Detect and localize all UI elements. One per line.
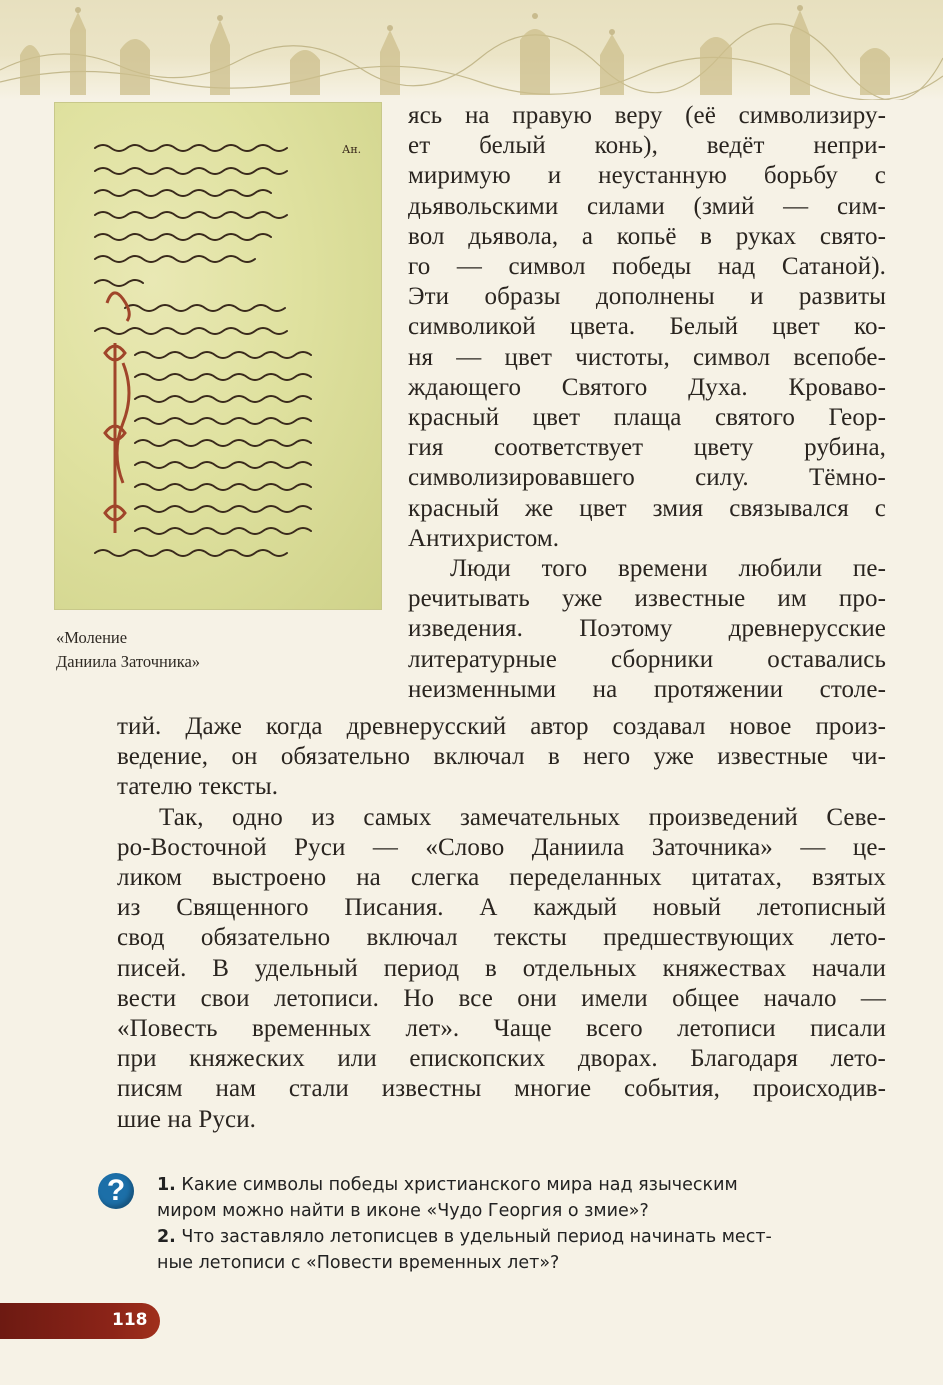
text-line: красный цвет плаща святого Геор-	[408, 404, 886, 432]
question-text: Что заставляло летописцев в удельный период начинать мест-	[181, 1227, 772, 1247]
text-line: изведения. Поэтому древнерусские	[408, 615, 886, 643]
text-line: свод обязательно включал тексты предшествующих лето-	[117, 924, 886, 952]
text-line: ведение, он обязательно включал в него уже известные чи-	[117, 743, 886, 771]
page-number: 118	[112, 1310, 148, 1330]
figure-caption	[56, 626, 296, 674]
text-line: гия соответствует цвету рубина,	[408, 434, 886, 462]
text-line: дьявольскими силами (змий — сим-	[408, 192, 886, 220]
text-line: писям нам стали известны многие события, происходив-	[117, 1075, 886, 1103]
text-line: символизировавшего силу. Тёмно-	[408, 464, 886, 492]
text-line: го — символ победы над Сатаной).	[408, 253, 886, 281]
text-line: шие на Руси.	[117, 1105, 257, 1133]
caption-line: Даниила Заточника»	[56, 652, 201, 671]
text-line: при княжеских или епископских дворах. Благодаря лето-	[117, 1045, 886, 1073]
manuscript-marginal-note: Ан.	[342, 143, 362, 156]
text-line: символикой цвета. Белый цвет ко-	[408, 313, 886, 341]
question-2-continuation: ные летописи с «Повести временных лет»?	[157, 1253, 560, 1273]
text-line: ро-Восточной Руси — «Слово Даниила Заточника» — це-	[117, 833, 886, 861]
text-line: Так, одно из самых замечательных произведений Севе-	[159, 803, 886, 831]
text-line: литературные сборники оставались	[408, 645, 886, 673]
question-number: 1.	[157, 1175, 176, 1195]
question-list	[157, 1172, 887, 1276]
text-line: тателю тексты.	[117, 773, 279, 801]
text-line: ждающего Святого Духа. Кроваво-	[408, 373, 886, 401]
text-line: писей. В удельный период в отдельных княжествах начали	[117, 954, 886, 982]
question-2	[157, 1224, 887, 1250]
page-number-tab	[0, 1303, 160, 1339]
question-text: Какие символы победы христианского мира над языческим	[181, 1175, 738, 1195]
text-line: Люди того времени любили пе-	[450, 555, 886, 583]
text-line: речитывать уже известные им про-	[408, 585, 886, 613]
question-1-continuation: миром можно найти в иконе «Чудо Георгия о змие»?	[157, 1201, 649, 1221]
text-line: тий. Даже когда древнерусский автор создавал новое произ-	[117, 713, 886, 740]
body-text-full-width	[117, 712, 886, 1135]
question-number: 2.	[157, 1227, 176, 1247]
text-line: Эти образы дополнены и развиты	[408, 283, 886, 311]
manuscript-image	[55, 103, 381, 609]
text-line: вести свои летописи. Но все они имели общее начало —	[117, 984, 886, 1012]
text-line: ликом выстроено на слегка переделанных цитатах, взятых	[117, 864, 886, 892]
text-line: ня — цвет чистоты, символ всепобе-	[408, 343, 886, 371]
text-line: красный же цвет змия связывался с	[408, 494, 886, 522]
text-line: вол дьявола, а копьё в руках свято-	[408, 222, 886, 250]
text-line: ет белый конь), ведёт непри-	[408, 132, 886, 160]
question-mark-icon: ?	[98, 1173, 134, 1209]
text-line: неизменными на протяжении столе-	[408, 675, 886, 703]
body-text-right-column	[408, 101, 886, 705]
question-1	[157, 1172, 887, 1198]
decorative-header-ornament	[0, 0, 943, 100]
text-line: из Священного Писания. А каждый новый летописный	[117, 894, 886, 922]
text-line: ясь на правую веру (её символизиру-	[408, 102, 886, 129]
text-line: «Повесть временных лет». Чаще всего летописи писали	[117, 1015, 886, 1043]
caption-line: «Моление	[56, 628, 128, 647]
text-line: Антихристом.	[408, 524, 560, 552]
text-line: миримую и неустанную борьбу с	[408, 162, 886, 190]
